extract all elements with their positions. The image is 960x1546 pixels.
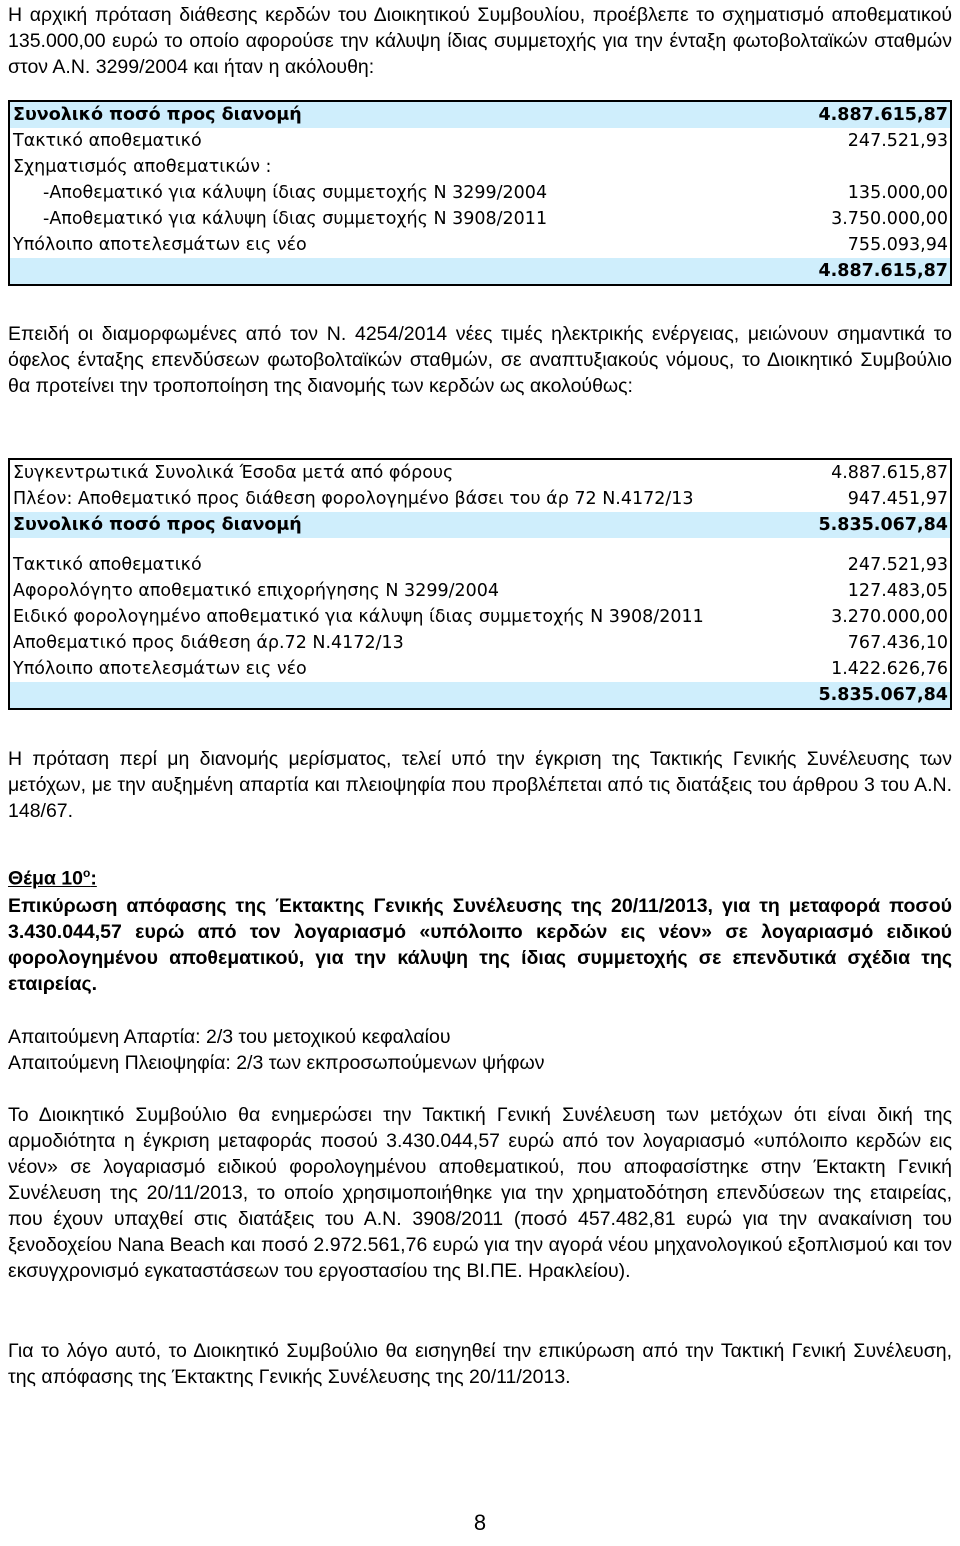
table-row xyxy=(10,180,950,206)
table-row xyxy=(10,460,950,486)
row-value: 3.270.000,00 xyxy=(831,607,948,627)
row-value: 247.521,93 xyxy=(847,555,948,575)
topic-description: Επικύρωση απόφασης της Έκτακτης Γενικής Συνέλευσης της 20/11/2013, για τη μεταφορά ποσού 3.430.044,57 ευρώ από τον λογαριασμό «υπόλοιπο κερδών εις νέον» σε λογαριασμό ειδικού φορολογημένου αποθεματικού, για την κάλυψη της ίδιας συμμετοχής σε επενδυτικά σχέδια της εταιρείας. xyxy=(8,895,952,995)
table1-total-row xyxy=(10,258,950,284)
table2-header-label: Συνολικό ποσό προς διανομή xyxy=(13,515,302,535)
row-label: Συγκεντρωτικά Συνολικά Έσοδα μετά από φόρους xyxy=(13,463,454,483)
row-label: Σχηματισμός αποθεματικών : xyxy=(13,157,272,177)
table-row xyxy=(10,604,950,630)
page-number: 8 xyxy=(473,1510,487,1535)
modified-distribution-table xyxy=(8,458,952,710)
topic-sup: ο xyxy=(83,866,91,880)
row-label: Τακτικό αποθεματικό xyxy=(13,555,202,575)
row-value: 247.521,93 xyxy=(847,131,948,151)
table-row xyxy=(10,552,950,578)
table2-total-row xyxy=(10,682,950,708)
modification-paragraph: Επειδή οι διαμορφωμένες από τον Ν. 4254/2014 νέες τιμές ηλεκτρικής ενέργειας, μειώνουν σημαντικά το όφελος ένταξης επενδύσεων φωτοβολταϊκών σταθμών, σε αναπτυξιακούς νόμους, το Διοικητικό Συμβούλιο θα προτείνει την τροποποίηση της διανομής των κερδών ως ακολούθως: xyxy=(8,323,952,397)
dividend-paragraph: Η πρόταση περί μη διανομής μερίσματος, τελεί υπό την έγκριση της Τακτικής Γενικής Συνέλευσης των μετόχων, με την αυξημένη απαρτία και πλειοψηφία που προβλέπεται από τις διατάξεις του άρθρου 3 του Α.Ν. 148/67. xyxy=(8,748,952,822)
row-value: 767.436,10 xyxy=(847,633,948,653)
table2-header-row xyxy=(10,512,950,538)
row-value: 135.000,00 xyxy=(847,183,948,203)
table2-header-value: 5.835.067,84 xyxy=(818,515,948,535)
row-value: 755.093,94 xyxy=(847,235,948,255)
row-label: Υπόλοιπο αποτελεσμάτων εις νέο xyxy=(13,235,307,255)
table1-total-value: 4.887.615,87 xyxy=(818,261,948,281)
table-row xyxy=(10,656,950,682)
table-row xyxy=(10,128,950,154)
table-row xyxy=(10,486,950,512)
quorum-line: Απαιτούμενη Απαρτία: 2/3 του μετοχικού κεφαλαίου xyxy=(8,1026,451,1048)
table-row xyxy=(10,630,950,656)
majority-line: Απαιτούμενη Πλειοψηφία: 2/3 των εκπροσωπούμενων ψήφων xyxy=(8,1052,545,1074)
row-label: Αποθεματικό προς διάθεση άρ.72 Ν.4172/13 xyxy=(13,633,404,653)
row-value: 3.750.000,00 xyxy=(831,209,948,229)
row-value: 947.451,97 xyxy=(847,489,948,509)
row-label: Τακτικό αποθεματικό xyxy=(13,131,202,151)
topic-heading xyxy=(8,866,97,891)
table-row xyxy=(10,578,950,604)
topic-label: Θέμα 10 xyxy=(8,867,83,890)
row-label: -Αποθεματικό για κάλυψη ίδιας συμμετοχής Ν 3908/2011 xyxy=(43,209,548,229)
row-value: 127.483,05 xyxy=(847,581,948,601)
table-row xyxy=(10,232,950,258)
original-distribution-table xyxy=(8,100,952,286)
row-label: Υπόλοιπο αποτελεσμάτων εις νέο xyxy=(13,659,307,679)
table1-header-value: 4.887.615,87 xyxy=(818,105,948,125)
row-label: -Αποθεματικό για κάλυψη ίδιας συμμετοχής Ν 3299/2004 xyxy=(43,183,548,203)
row-value: 4.887.615,87 xyxy=(831,463,948,483)
table1-header-label: Συνολικό ποσό προς διανομή xyxy=(13,105,302,125)
table1-header-row xyxy=(10,102,950,128)
row-label: Ειδικό φορολογημένο αποθεματικό για κάλυψη ίδιας συμμετοχής Ν 3908/2011 xyxy=(13,607,704,627)
table-row xyxy=(10,154,950,180)
intro-paragraph: Η αρχική πρόταση διάθεσης κερδών του Διοικητικού Συμβουλίου, προέβλεπε το σχηματισμό αποθεματικού 135.000,00 ευρώ το οποίο αφορούσε την κάλυψη ίδιας συμμετοχής για την ένταξη φωτοβολταϊκών σταθμών στον Α.Ν. 3299/2004 και ήταν η ακόλουθη: xyxy=(8,4,952,78)
row-label: Αφορολόγητο αποθεματικό επιχορήγησης Ν 3299/2004 xyxy=(13,581,500,601)
table2-total-value: 5.835.067,84 xyxy=(818,685,948,705)
row-value: 1.422.626,76 xyxy=(831,659,948,679)
row-label: Πλέον: Αποθεματικό προς διάθεση φορολογημένο βάσει του άρ 72 Ν.4172/13 xyxy=(13,489,694,509)
board-info-paragraph: Το Διοικητικό Συμβούλιο θα ενημερώσει την Τακτική Γενική Συνέλευση των μετόχων ότι είναι δική της αρμοδιότητα η έγκριση μεταφοράς ποσού 3.430.044,57 ευρώ από τον λογαριασμό «υπόλοιπο κερδών εις νέον» σε λογαριασμό ειδικού φορολογημένου αποθεματικού, που αποφασίστηκε στην Έκτακτη Γενική Συνέλευση της 20/11/2013, το οποίο χρησιμοποιήθηκε για την χρηματοδότηση επενδύσεων της εταιρείας, που έχουν υπαχθεί στις διατάξεις του Α.Ν. 3908/2011 (ποσό 457.482,81 ευρώ για την ανακαίνιση του ξενοδοχείου Nana Beach και ποσό 2.972.561,76 ευρώ για την αγορά νέου μηχανολογικού εξοπλισμού και τον εκσυγχρονισμό εγκαταστάσεων του εργοστασίου της ΒΙ.ΠΕ. Ηρακλείου). xyxy=(8,1104,952,1282)
topic-suffix: : xyxy=(90,867,97,890)
table2-spacer xyxy=(10,538,950,552)
board-proposal-paragraph: Για το λόγο αυτό, το Διοικητικό Συμβούλιο θα εισηγηθεί την επικύρωση από την Τακτική Γενική Συνέλευση, της απόφασης της Έκτακτης Γενικής Συνέλευσης της 20/11/2013. xyxy=(8,1340,952,1388)
table-row xyxy=(10,206,950,232)
